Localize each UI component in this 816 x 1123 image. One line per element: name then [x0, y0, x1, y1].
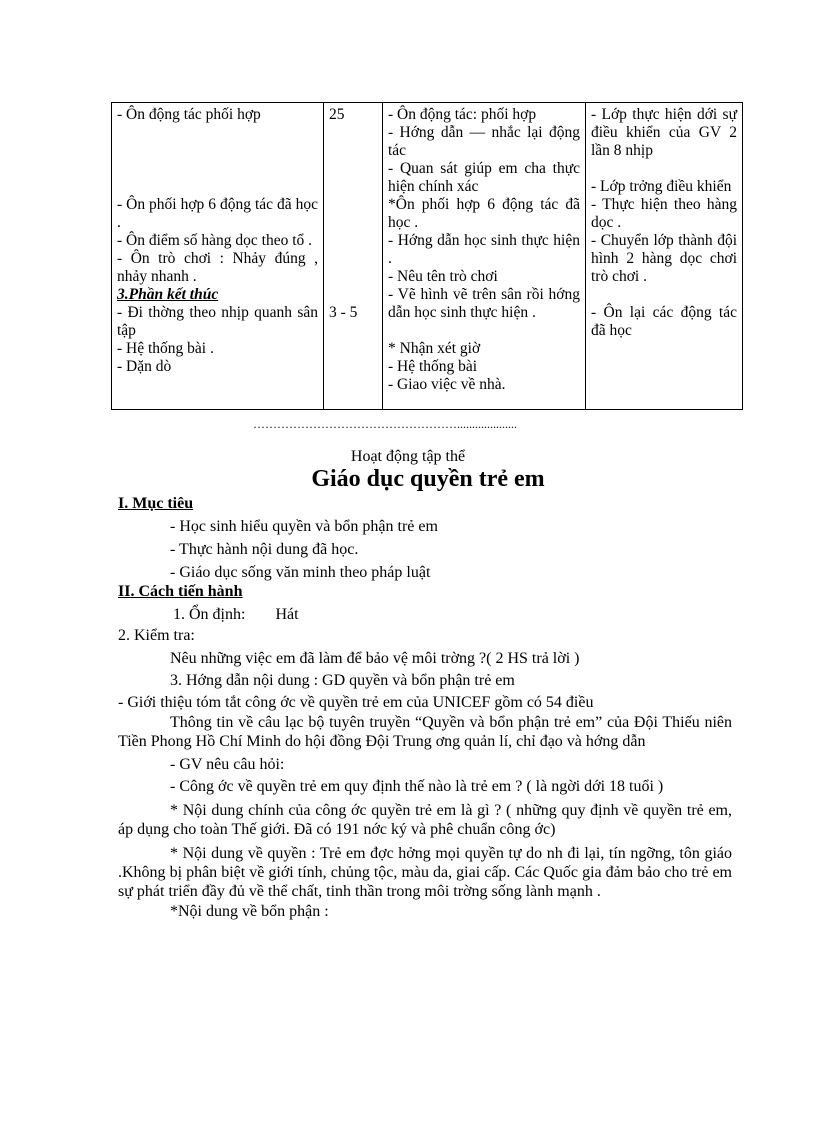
step-label: 3. Hớng dẫn nội dung : GD quyền và bổn phận trẻ em: [170, 672, 515, 689]
table-cell-text: - Chuyển lớp thành đội hình 2 hàng dọc chơi trò chơi .: [591, 232, 737, 285]
paragraph: * Nội dung chính của công ớc quyền trẻ em là gì ? ( những quy định về quyền trẻ em, áp dụng cho toàn Thế giới. Đã có 191 nớc ký và phê chuẩn công ớc): [118, 802, 732, 838]
objective-item: - Giáo dục sống văn minh theo pháp luật: [170, 564, 431, 581]
table-cell-text: - Hệ thống bài .: [117, 340, 214, 357]
step-label: 1. Ổn định:: [173, 606, 246, 623]
table-cell-text: - Ôn lại các động tác đã học: [591, 304, 737, 339]
paragraph: *Nội dung về bổn phận :: [170, 903, 329, 920]
objective-item: - Thực hành nội dung đã học.: [170, 541, 359, 558]
table-cell-text: - Ôn động tác phối hợp: [117, 106, 261, 123]
section-heading: I. Mục tiêu: [118, 495, 194, 512]
table-cell-text: - Đi thờng theo nhịp quanh sân tập: [117, 304, 318, 339]
table-cell-text: - Thực hiện theo hàng dọc .: [591, 196, 737, 231]
table-cell-text: - Lớp trởng điều khiển: [591, 178, 732, 195]
objective-item: - Học sinh hiểu quyền và bổn phận trẻ em: [170, 518, 438, 535]
duration-text: 25: [329, 106, 345, 123]
table-row: [112, 103, 743, 410]
paragraph: - GV nêu câu hỏi:: [170, 756, 285, 773]
table-cell-text: - Hớng dẫn học sinh thực hiện .: [388, 232, 580, 267]
table-cell-text: - Nêu tên trò chơi: [388, 268, 498, 285]
lesson-plan-table: [111, 102, 743, 410]
table-cell-text: - Hệ thống bài: [388, 358, 478, 375]
section-heading: II. Cách tiến hành: [118, 583, 243, 600]
lesson-body: [118, 494, 732, 921]
table-cell-text: - Ôn động tác: phối hợp: [388, 106, 537, 123]
step-text: Nêu những việc em đã làm để bảo vệ môi trờng ?( 2 HS trả lời ): [170, 650, 580, 667]
section-heading: 3.Phần kết thúc: [117, 286, 219, 303]
paragraph: * Nội dung về quyền : Trẻ em đợc hởng mọi quyền tự do nh đi lại, tín ngỡng, tôn giáo .Không bị phân biệt về giới tính, chủng tộc, màu da, giai cấp. Các Quốc gia đảm bảo cho trẻ em sự phát triển đầy đủ về thể chất, tinh thần trong môi trờng sống lành mạnh .: [118, 845, 732, 900]
content-column: [112, 103, 324, 410]
dotted-separator: ……………………………………………....................: [253, 417, 517, 431]
table-cell-text: *Ôn phối hợp 6 động tác đã học .: [388, 196, 580, 231]
table-cell-text: - Vẽ hình vẽ trên sân rồi hớng dẫn học sinh thực hiện .: [388, 286, 580, 321]
table-cell-text: - Quan sát giúp em cha thực hiện chính xác: [388, 160, 580, 195]
step-value: Hát: [275, 606, 299, 623]
table-cell-text: - Ôn phối hợp 6 động tác đã học .: [117, 196, 318, 231]
duration-text: 3 - 5: [329, 304, 358, 321]
table-cell-text: - Giao việc về nhà.: [388, 376, 506, 393]
step-label: 2. Kiểm tra:: [118, 627, 195, 644]
table-cell-text: - Lớp thực hiện dới sự điều khiển của GV 2 lần 8 nhịp: [591, 106, 737, 159]
step-row: [118, 605, 732, 624]
table-cell-text: - Ôn trò chơi : Nhảy đúng , nhảy nhanh .: [117, 250, 318, 285]
paragraph: - Giới thiệu tóm tắt công ớc về quyền trẻ em của UNICEF gồm có 54 điều: [118, 694, 594, 711]
paragraph: Thông tin về câu lạc bộ tuyên truyền “Quyền và bổn phận trẻ em” của Đội Thiếu niên Tiền Phong Hồ Chí Minh do hội đồng Đội Trung ơng quản lí, chỉ đạo và hớng dẫn: [118, 714, 732, 750]
time-column: [324, 103, 383, 410]
table-cell-text: - Hớng dẫn — nhắc lại động tác: [388, 124, 580, 159]
table-cell-text: - Ôn điểm số hàng dọc theo tổ .: [117, 232, 313, 249]
method-column: [383, 103, 586, 410]
organization-column: [586, 103, 743, 410]
table-cell-text: * Nhận xét giờ: [388, 340, 481, 357]
paragraph: - Công ớc về quyền trẻ em quy định thế nào là trẻ em ? ( là ngời dới 18 tuổi ): [170, 778, 664, 795]
page-title: Giáo dục quyền trẻ em: [311, 466, 545, 492]
table-cell-text: - Dặn dò: [117, 358, 172, 375]
page-subtitle: Hoạt động tập thể: [350, 448, 466, 465]
